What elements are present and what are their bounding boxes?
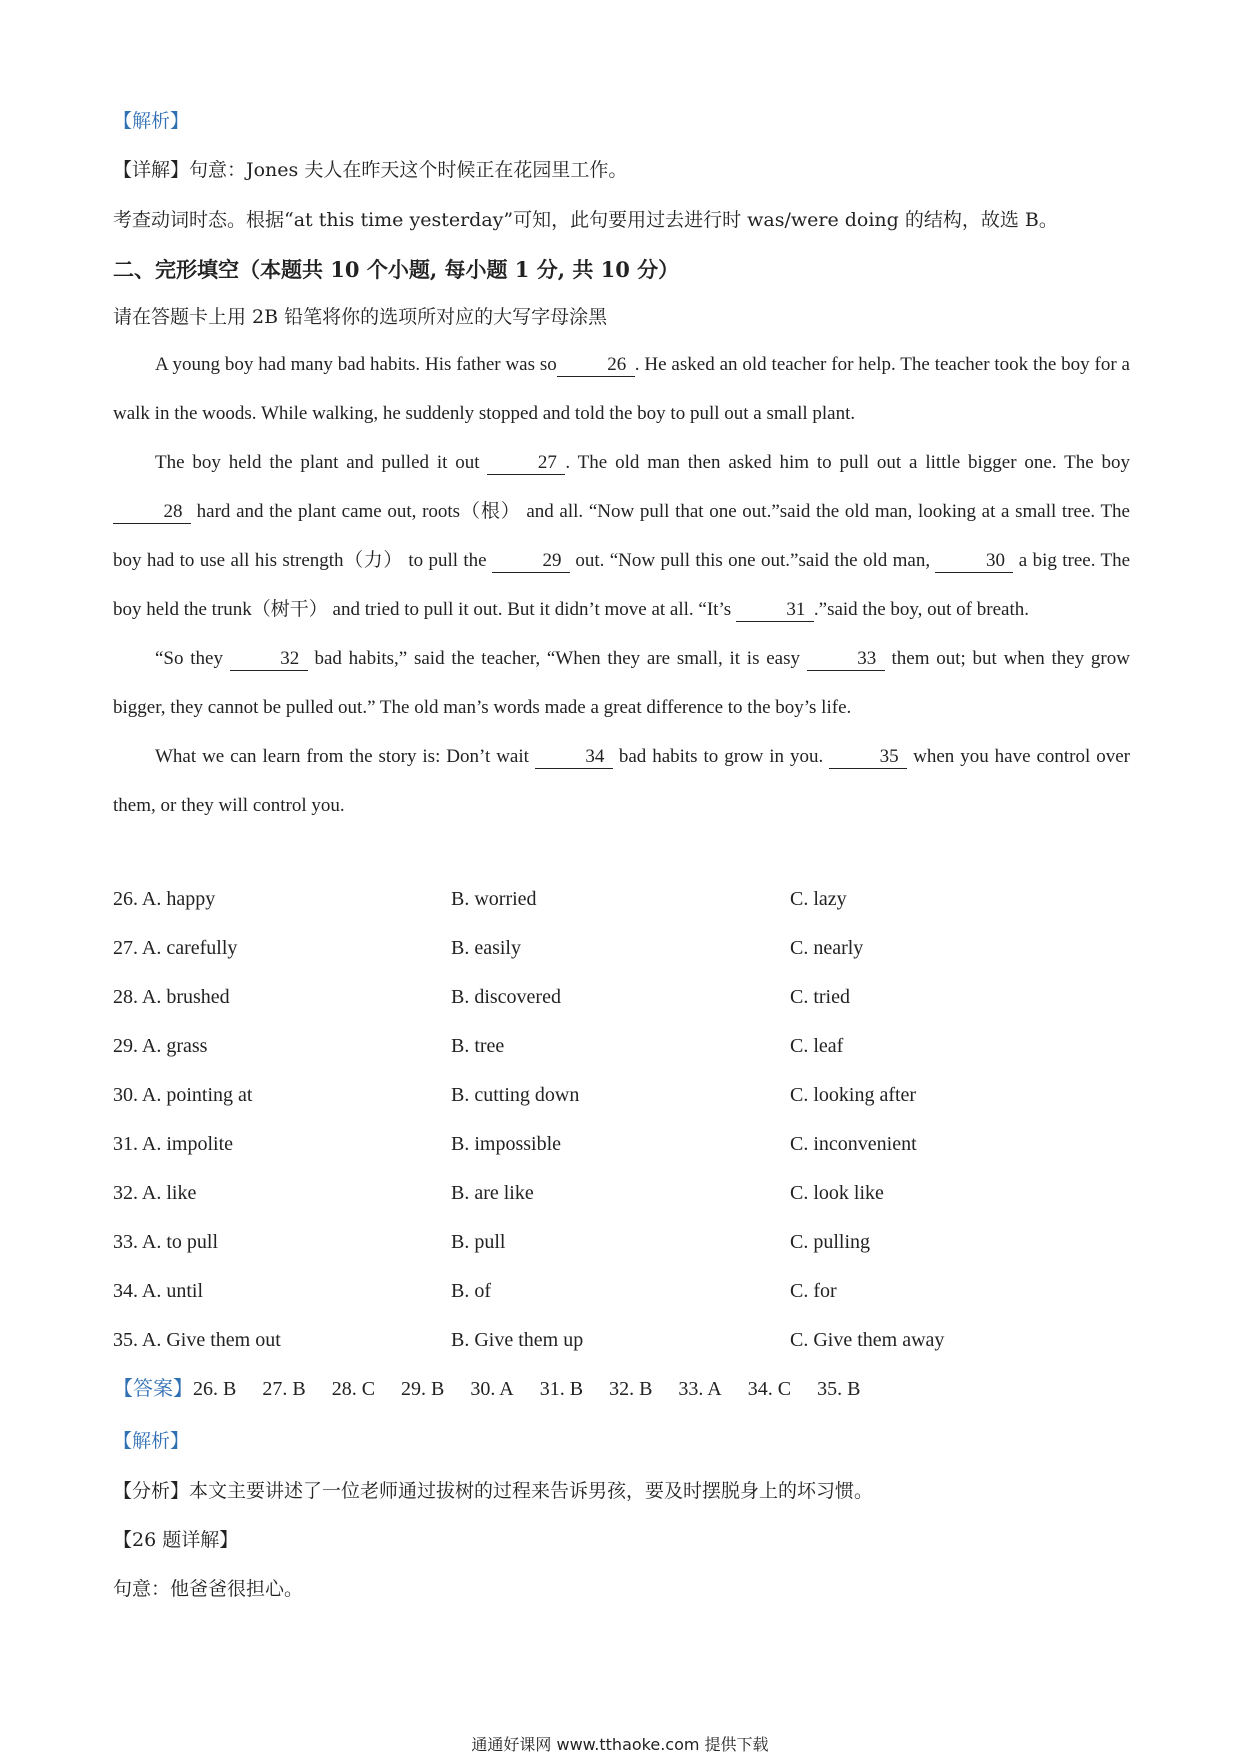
option-row: [113, 937, 1130, 967]
analysis-label: 【解析】: [113, 110, 190, 132]
option-a: 29. A. grass: [113, 1035, 208, 1057]
option-a: 30. A. pointing at: [113, 1084, 253, 1106]
option-row: [113, 986, 1130, 1016]
option-c: C. looking after: [790, 1084, 917, 1106]
option-b: B. are like: [451, 1182, 534, 1204]
answer-item: 26. B: [193, 1378, 237, 1400]
blank-33: 33: [807, 648, 885, 671]
option-a: 26. A. happy: [113, 888, 216, 910]
answer-item: 35. B: [817, 1378, 861, 1400]
answer-item: 31. B: [539, 1378, 584, 1400]
option-row: [113, 1280, 1130, 1310]
option-a: 34. A. until: [113, 1280, 204, 1302]
blank-30: 30: [935, 550, 1013, 573]
blank-35: 35: [829, 746, 907, 769]
summary-line: 【分析】本文主要讲述了一位老师通过拔树的过程来告诉男孩，要及时摆脱身上的坏习惯。: [113, 1480, 874, 1502]
option-c: C. look like: [790, 1182, 884, 1204]
option-c: C. inconvenient: [790, 1133, 917, 1155]
option-b: B. of: [451, 1280, 491, 1302]
q26-heading: 【26 题详解】: [113, 1529, 239, 1551]
passage-paragraph-3: “So they 32 bad habits,” said the teacher, “When they are small, it is easy 33 them out; but when they grow bigger, they cannot be pulled out.” The old man’s words made a great difference to the boy’s life.: [113, 648, 1130, 718]
cloze-passage: [113, 340, 1130, 830]
option-a: 32. A. like: [113, 1182, 197, 1204]
option-a: 35. A. Give them out: [113, 1329, 281, 1351]
option-c: C. nearly: [790, 937, 864, 959]
reasoning-line: 考查动词时态。根据“at this time yesterday”可知，此句要用过去进行时 was/were doing 的结构，故选 B。: [113, 209, 1058, 231]
option-b: B. Give them up: [451, 1329, 584, 1351]
answer-label: 【答案】: [113, 1378, 193, 1400]
answer-key: [113, 1372, 886, 1401]
option-c: C. leaf: [790, 1035, 844, 1057]
answer-item: 32. B: [609, 1378, 653, 1400]
answer-item: 30. A: [470, 1378, 514, 1400]
q26-sentence: 句意：他爸爸很担心。: [113, 1578, 304, 1600]
option-b: B. worried: [451, 888, 537, 910]
page-footer: 通通好课网 www.tthaoke.com 提供下载: [471, 1735, 769, 1754]
option-row: [113, 888, 1130, 918]
blank-29: 29: [492, 550, 570, 573]
option-c: C. lazy: [790, 888, 847, 910]
blank-34: 34: [535, 746, 613, 769]
option-c: C. pulling: [790, 1231, 871, 1253]
option-b: B. discovered: [451, 986, 561, 1008]
answer-item: 27. B: [262, 1378, 306, 1400]
section-instruction: 请在答题卡上用 2B 铅笔将你的选项所对应的大写字母涂黑: [113, 306, 608, 328]
passage-paragraph-4: What we can learn from the story is: Don’t wait 34 bad habits to grow in you. 35 when you have control over them, or they will control you.: [113, 746, 1130, 816]
answer-item: 29. B: [401, 1378, 445, 1400]
option-c: C. tried: [790, 986, 850, 1008]
option-row: [113, 1084, 1130, 1114]
option-b: B. impossible: [451, 1133, 562, 1155]
blank-28: 28: [113, 501, 191, 524]
option-row: [113, 1182, 1130, 1212]
passage-paragraph-1: A young boy had many bad habits. His father was so 26 . He asked an old teacher for help. The teacher took the boy for a walk in the woods. While walking, he suddenly stopped and told the boy to pull out a small plant.: [113, 354, 1130, 424]
answer-item: 34. C: [747, 1378, 792, 1400]
option-c: C. for: [790, 1280, 837, 1302]
option-b: B. easily: [451, 937, 521, 959]
option-b: B. cutting down: [451, 1084, 580, 1106]
analysis-label-2: 【解析】: [113, 1430, 190, 1452]
option-row: [113, 1133, 1130, 1163]
detail-line: 【详解】句意：Jones 夫人在昨天这个时候正在花园里工作。: [113, 159, 628, 181]
option-a: 28. A. brushed: [113, 986, 230, 1008]
option-c: C. Give them away: [790, 1329, 945, 1351]
option-row: [113, 1035, 1130, 1065]
section-heading: 二、完形填空（本题共 10 个小题, 每小题 1 分, 共 10 分）: [113, 257, 680, 282]
option-row: [113, 1231, 1130, 1261]
option-a: 31. A. impolite: [113, 1133, 233, 1155]
option-b: B. pull: [451, 1231, 506, 1253]
blank-31: 31: [736, 599, 814, 622]
answer-item: 28. C: [331, 1378, 376, 1400]
blank-32: 32: [230, 648, 308, 671]
option-row: [113, 1329, 1130, 1359]
blank-27: 27: [487, 452, 565, 475]
option-a: 33. A. to pull: [113, 1231, 219, 1253]
blank-26: 26: [557, 354, 635, 377]
option-a: 27. A. carefully: [113, 937, 238, 959]
answer-item: 33. A: [678, 1378, 722, 1400]
passage-paragraph-2: The boy held the plant and pulled it out 27 . The old man then asked him to pull out a little bigger one. The boy 28 hard and the plant came out, roots（根） and all. “Now pull that one out.”said the old man, looking at a small tree. The boy had to use all his strength（力） to pull the 29 out. “Now pull this one out.”said the old man, 30 a big tree. The boy held the trunk（树干） and tried to pull it out. But it didn’t move at all. “It’s 31 .”said the boy, out of breath.: [113, 452, 1131, 620]
option-b: B. tree: [451, 1035, 505, 1057]
